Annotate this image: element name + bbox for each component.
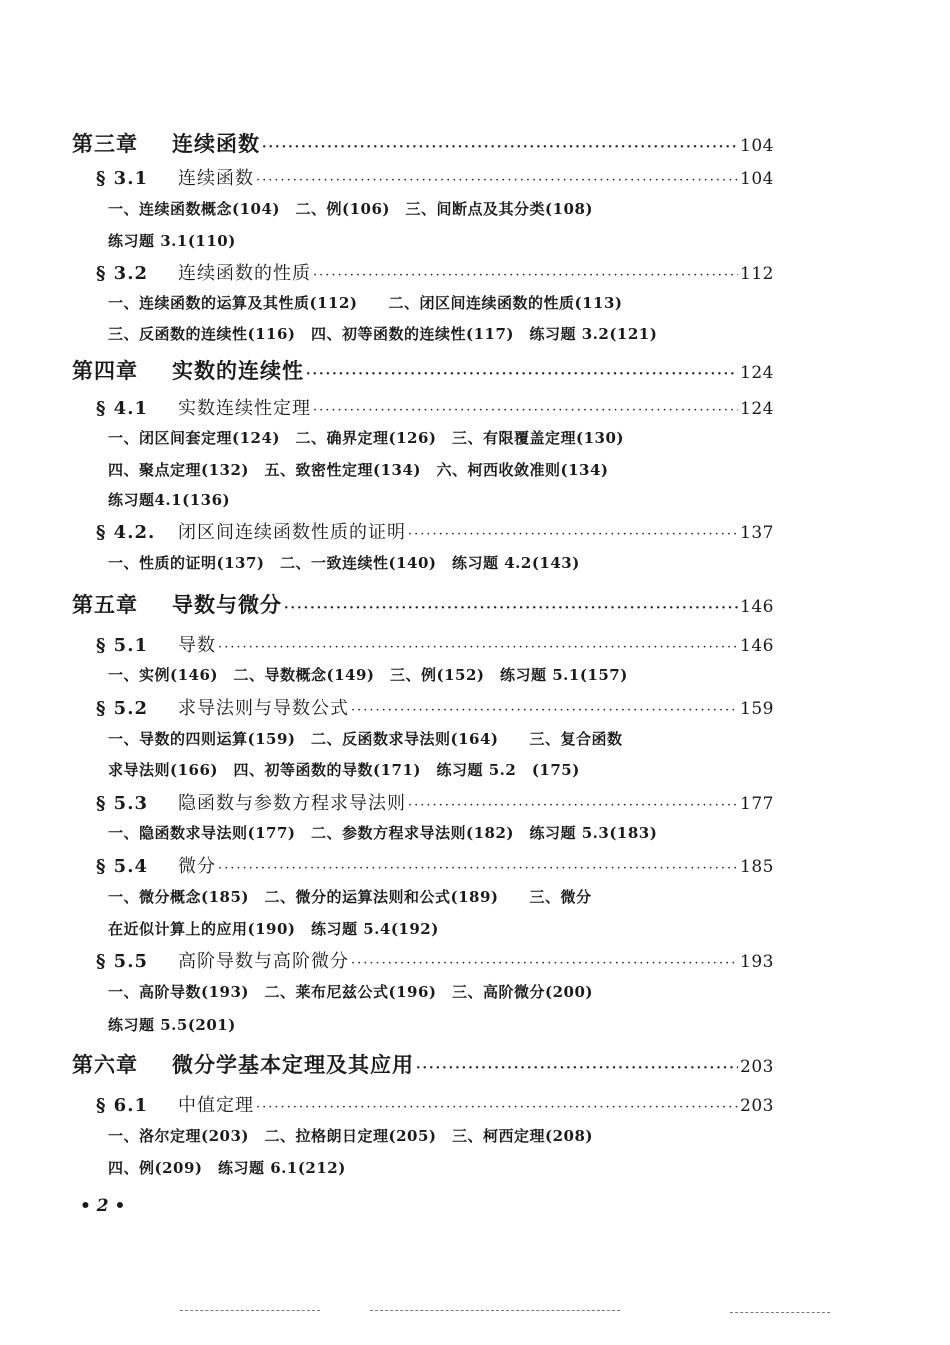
- dot-leader: [408, 527, 738, 542]
- scan-artifact: [180, 1310, 320, 1311]
- page-ref: 146: [740, 636, 774, 656]
- toc-section-5-4: [96, 852, 774, 878]
- section-number: § 4.2.: [96, 522, 156, 543]
- toc-section-4-1: [96, 394, 774, 420]
- section-title: 中值定理: [178, 1095, 254, 1116]
- section-title: 高阶导数与高阶微分: [178, 951, 349, 972]
- chapter-number: 第五章: [72, 592, 138, 617]
- toc-exercise: 四、例(209) 练习题 6.1(212): [108, 1159, 346, 1177]
- toc-section-3-2: [96, 259, 774, 285]
- scan-artifact: [730, 1312, 830, 1313]
- toc-subitems: 一、实例(146) 二、导数概念(149) 三、例(152) 练习题 5.1(157): [108, 666, 628, 684]
- page-ref: 104: [740, 169, 774, 189]
- page-ref: 193: [740, 952, 774, 972]
- toc-section-4-2: [96, 518, 774, 544]
- dot-leader: [218, 861, 738, 876]
- page-number: • 2 •: [80, 1196, 126, 1216]
- page-ref: 159: [740, 699, 774, 719]
- toc-subitems: 一、连续函数概念(104) 二、例(106) 三、间断点及其分类(108): [108, 200, 594, 218]
- section-number: § 5.5: [96, 951, 148, 972]
- dot-leader: [408, 798, 738, 813]
- dot-leader: [416, 1061, 738, 1076]
- toc-subitems: 求导法则(166) 四、初等函数的导数(171) 练习题 5.2 (175): [108, 761, 580, 779]
- chapter-title: 连续函数: [172, 131, 260, 156]
- chapter-number: 第三章: [72, 131, 138, 156]
- dot-leader: [218, 640, 738, 655]
- section-number: § 5.3: [96, 793, 148, 814]
- dot-leader: [351, 703, 738, 718]
- toc-chapter-4: [72, 355, 774, 385]
- chapter-title: 实数的连续性: [172, 358, 304, 383]
- section-number: § 5.1: [96, 635, 148, 656]
- section-title: 闭区间连续函数性质的证明: [178, 522, 406, 543]
- toc-chapter-3: [72, 128, 774, 158]
- toc-subitems: 一、洛尔定理(203) 二、拉格朗日定理(205) 三、柯西定理(208): [108, 1127, 594, 1145]
- page-ref: 137: [740, 523, 774, 543]
- chapter-number: 第四章: [72, 358, 138, 383]
- page-ref: 112: [740, 264, 774, 284]
- toc-subitems: 四、聚点定理(132) 五、致密性定理(134) 六、柯西收敛准则(134): [108, 461, 609, 479]
- section-title: 导数: [178, 635, 216, 656]
- dot-leader: [284, 601, 738, 616]
- toc-subitems: 一、闭区间套定理(124) 二、确界定理(126) 三、有限覆盖定理(130): [108, 429, 625, 447]
- toc-exercise: 练习题 5.5(201): [108, 1016, 236, 1034]
- section-title: 连续函数的性质: [178, 263, 311, 284]
- section-number: § 4.1: [96, 398, 148, 419]
- toc-subitems: 三、反函数的连续性(116) 四、初等函数的连续性(117) 练习题 3.2(121): [108, 325, 658, 343]
- section-title: 求导法则与导数公式: [178, 698, 349, 719]
- toc-subitems: 一、隐函数求导法则(177) 二、参数方程求导法则(182) 练习题 5.3(183): [108, 824, 658, 842]
- section-number: § 3.1: [96, 168, 148, 189]
- page-ref: 146: [740, 597, 774, 617]
- section-title: 隐函数与参数方程求导法则: [178, 793, 406, 814]
- toc-exercise: 练习题4.1(136): [108, 491, 231, 509]
- section-number: § 5.4: [96, 856, 148, 877]
- dot-leader: [306, 367, 738, 382]
- page-ref: 104: [740, 136, 774, 156]
- section-title: 实数连续性定理: [178, 398, 311, 419]
- toc-section-6-1: [96, 1091, 774, 1117]
- section-number: § 6.1: [96, 1095, 148, 1116]
- dot-leader: [313, 268, 738, 283]
- toc-chapter-6: [72, 1049, 774, 1079]
- section-title: 连续函数: [178, 168, 254, 189]
- toc-section-3-1: [96, 164, 774, 190]
- page-ref: 203: [740, 1057, 774, 1077]
- page-ref: 124: [740, 399, 774, 419]
- page-ref: 124: [740, 363, 774, 383]
- dot-leader: [351, 956, 738, 971]
- toc-subitems: 一、性质的证明(137) 二、一致连续性(140) 练习题 4.2(143): [108, 554, 580, 572]
- scan-artifact: [370, 1310, 620, 1311]
- toc-chapter-5: [72, 589, 774, 619]
- toc-subitems: 一、导数的四则运算(159) 二、反函数求导法则(164) 三、复合函数: [108, 730, 623, 748]
- chapter-number: 第六章: [72, 1052, 138, 1077]
- chapter-title: 微分学基本定理及其应用: [172, 1052, 414, 1077]
- toc-subitems: 一、高阶导数(193) 二、莱布尼兹公式(196) 三、高阶微分(200): [108, 983, 594, 1001]
- toc-exercise: 练习题 3.1(110): [108, 232, 236, 250]
- dot-leader: [262, 140, 738, 155]
- dot-leader: [256, 1100, 738, 1115]
- toc-section-5-5: [96, 947, 774, 973]
- page-ref: 185: [740, 857, 774, 877]
- toc-subitems: 在近似计算上的应用(190) 练习题 5.4(192): [108, 920, 439, 938]
- page-ref: 203: [740, 1096, 774, 1116]
- dot-leader: [256, 173, 738, 188]
- toc-subitems: 一、微分概念(185) 二、微分的运算法则和公式(189) 三、微分: [108, 888, 592, 906]
- section-number: § 3.2: [96, 263, 148, 284]
- dot-leader: [313, 403, 738, 418]
- chapter-title: 导数与微分: [172, 592, 282, 617]
- toc-section-5-3: [96, 789, 774, 815]
- page-ref: 177: [740, 794, 774, 814]
- toc-subitems: 一、连续函数的运算及其性质(112) 二、闭区间连续函数的性质(113): [108, 294, 623, 312]
- section-title: 微分: [178, 856, 216, 877]
- section-number: § 5.2: [96, 698, 148, 719]
- toc-section-5-1: [96, 631, 774, 657]
- toc-section-5-2: [96, 694, 774, 720]
